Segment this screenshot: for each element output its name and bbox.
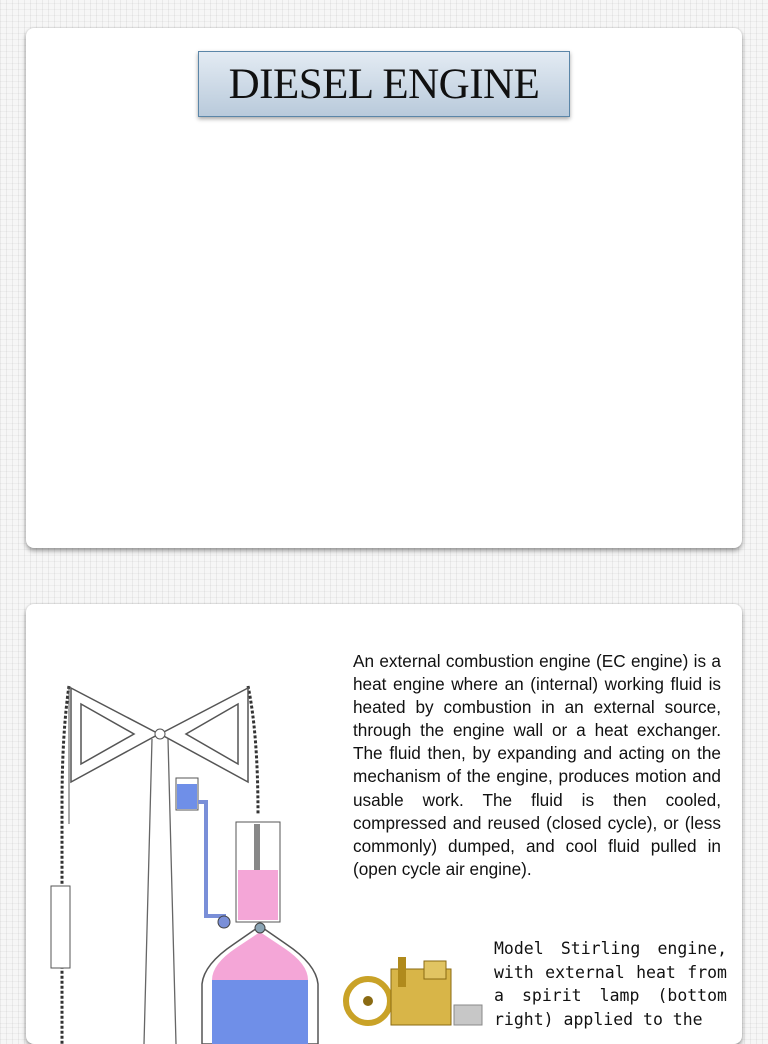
spirit-lamp xyxy=(454,1005,482,1025)
right-chain xyxy=(248,686,258,814)
cylinder-top xyxy=(424,961,446,979)
left-chain xyxy=(62,686,69,1044)
piston-rod xyxy=(254,824,260,872)
chamber-pink xyxy=(212,932,308,980)
slide-1 xyxy=(26,28,742,548)
valve xyxy=(218,916,230,928)
slide-title: DIESEL ENGINE xyxy=(228,60,540,108)
crank-post xyxy=(398,957,406,987)
engine-diagram xyxy=(36,664,336,1044)
stirling-model-photo xyxy=(336,949,486,1029)
counterweight xyxy=(51,886,70,968)
pivot xyxy=(155,729,165,739)
slide-2 xyxy=(26,604,742,1044)
flywheel-hub xyxy=(363,996,373,1006)
support-column xyxy=(144,739,176,1044)
chamber-blue xyxy=(212,980,308,1044)
cylinder-fluid xyxy=(238,870,278,920)
reservoir-fluid xyxy=(177,784,197,809)
title-box xyxy=(198,51,570,117)
body-paragraph: An external combustion engine (EC engine) is a heat engine where an (internal) working fluid is heated by combustion in an external source, through the engine wall or a heat exchanger. The fluid then, by expanding and acting on the mechanism of the engine, produces motion and usable work. The fluid is then cooled, compressed and reused (closed cycle), or (less commonly) dumped, and cool fluid pulled in (open cycle air engine). xyxy=(353,651,721,879)
fluid-pipe xyxy=(198,802,226,916)
chamber-valve xyxy=(255,923,265,933)
figure-caption: Model Stirling engine, with external heat from a spirit lamp (bottom right) applied to the xyxy=(494,939,727,1029)
